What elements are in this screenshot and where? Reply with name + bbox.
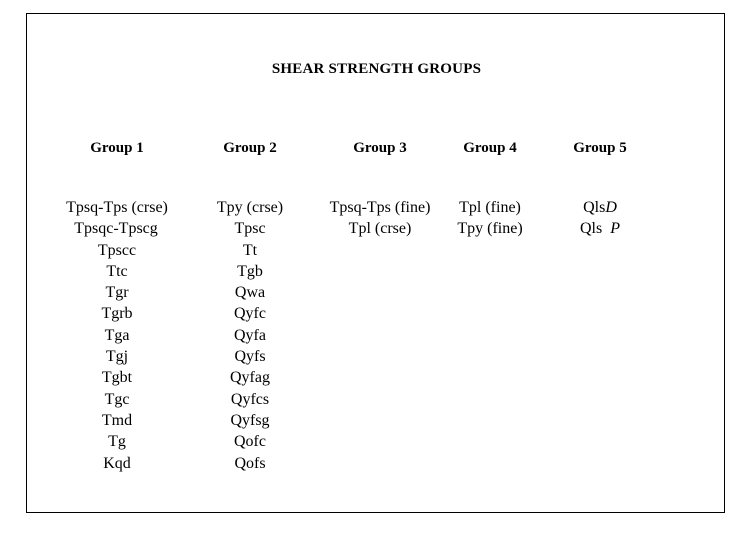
list-item: Qyfsg [230, 411, 270, 429]
list-item: Tpsq-Tps (fine) [329, 199, 431, 216]
group-3-column [316, 139, 444, 240]
page-title: SHEAR STRENGTH GROUPS [271, 61, 482, 77]
list-item: Tpy (fine) [457, 220, 523, 238]
list-item: Tgr [105, 284, 129, 302]
list-item: Tgj [105, 348, 129, 366]
list-item: Kqd [103, 454, 131, 472]
list-item: Qwa [234, 284, 266, 302]
list-item: Tpsc [234, 220, 266, 238]
list-item: Ttc [106, 262, 128, 280]
list-item: Tg [108, 433, 126, 451]
item-suffix: D [605, 199, 617, 216]
list-item: Qyfc [234, 305, 266, 323]
list-item: Qyfag [230, 369, 270, 387]
list-item: Tgc [104, 390, 130, 408]
list-item: Qyfcs [230, 390, 270, 408]
list-item: Tt [242, 241, 258, 259]
list-item: Qofs [234, 454, 266, 472]
list-item: Tgbt [101, 369, 133, 387]
list-item: Qofc [234, 433, 266, 451]
group-5-heading: Group 5 [573, 140, 627, 156]
group-1-list [52, 197, 182, 474]
group-1-column [52, 139, 182, 474]
group-4-column [450, 139, 530, 240]
item-prefix: Qls [583, 199, 606, 216]
list-item: Tpl (crse) [348, 220, 412, 238]
list-item: Tpsqc-Tpscg [74, 220, 158, 238]
group-4-heading: Group 4 [463, 140, 517, 156]
group-5-column [560, 139, 640, 240]
list-item: Tga [104, 326, 130, 344]
item-suffix: P [610, 220, 620, 238]
list-item: Qyfa [234, 326, 266, 344]
group-4-list [450, 197, 530, 240]
list-item: Tgb [237, 262, 263, 280]
group-5-list [560, 197, 640, 240]
list-item: Tpsq-Tps (crse) [66, 199, 168, 216]
list-item [560, 218, 640, 239]
list-item: Tpl (fine) [459, 199, 521, 216]
list-item: Qyfs [234, 348, 266, 366]
list-item: Tpy (crse) [216, 199, 284, 216]
group-2-column [200, 139, 300, 474]
group-2-list [200, 197, 300, 474]
list-item: Tgrb [101, 305, 133, 323]
group-3-heading: Group 3 [353, 140, 407, 156]
group-3-list [316, 197, 444, 240]
group-1-heading: Group 1 [90, 140, 144, 156]
group-2-heading: Group 2 [223, 140, 277, 156]
list-item: Tmd [101, 411, 133, 429]
list-item: Tpscc [97, 241, 137, 259]
item-prefix: Qls [579, 220, 603, 238]
list-item [560, 197, 640, 218]
